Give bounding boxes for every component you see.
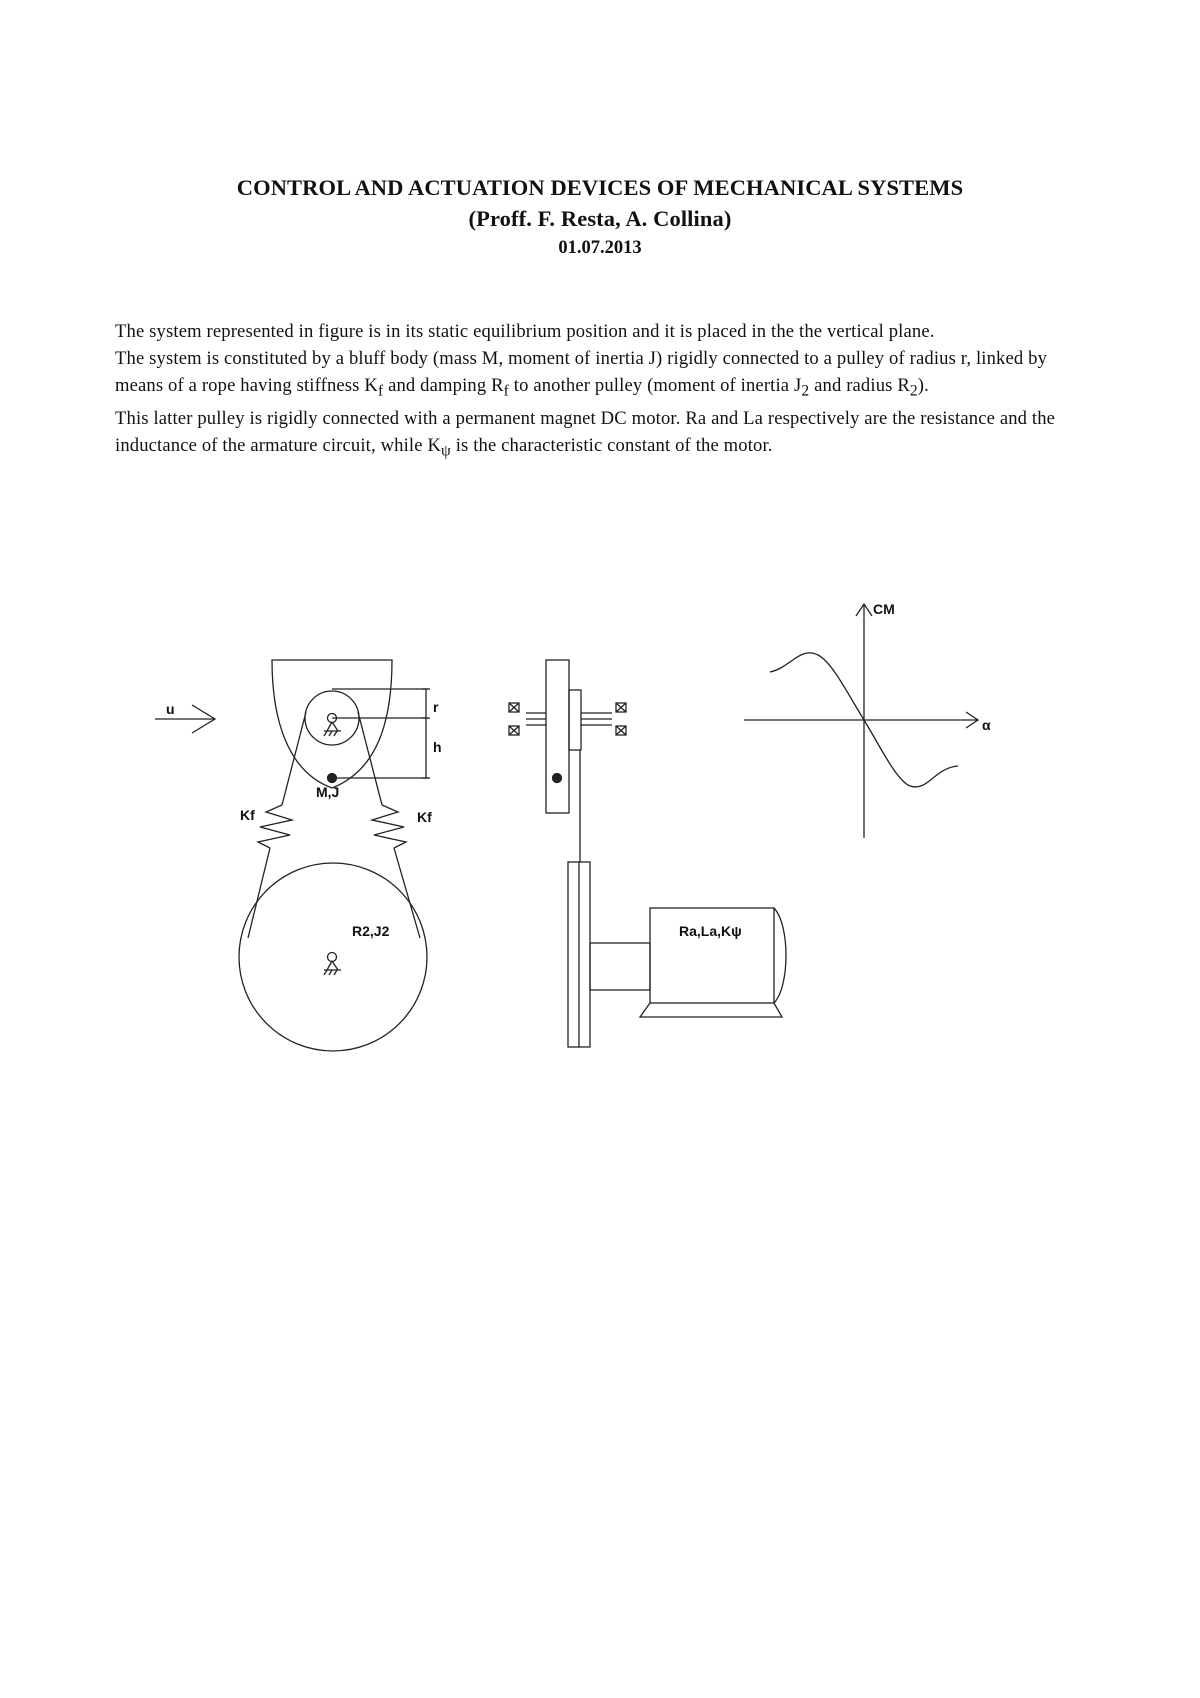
label-kf-right: Kf: [417, 809, 432, 825]
torque-curve-graph: [744, 604, 978, 838]
paragraph-2-text-e: ).: [917, 375, 929, 396]
subscript-f-2: f: [503, 382, 509, 400]
rope-with-springs: [248, 712, 420, 938]
bearing-icon-right: [616, 703, 626, 735]
bluff-body: [272, 660, 392, 788]
subscript-f-1: f: [377, 382, 384, 400]
paragraph-2-text-d: and radius R: [809, 375, 910, 396]
paragraph-2-text-c: to another pulley (moment of inertia J: [508, 375, 802, 396]
header: [0, 172, 1200, 262]
paragraph-2-text-a: The system is constituted by a bluff body (mass M, moment of inertia J) rigidly connected to a pulley of radius r, linked by means of a rope having stiffness K: [115, 348, 1048, 396]
side-view-upper-pulley: [526, 660, 612, 813]
label-cm: CM: [873, 601, 895, 617]
dc-motor: [590, 908, 786, 1017]
paragraph-3: [115, 405, 1090, 465]
small-pulley: [305, 691, 359, 745]
label-kf-left: Kf: [240, 807, 255, 823]
label-u: u: [166, 701, 175, 717]
subscript-2-b: 2: [909, 382, 918, 400]
paragraph-3-text-a: This latter pulley is rigidly connected with a permanent magnet DC motor. Ra and La respectively are the resistance and the inductance of the armature circuit, while K: [115, 407, 1056, 456]
input-arrow: [155, 705, 215, 733]
dimension-r-h: [332, 689, 430, 778]
large-pulley: [239, 863, 427, 1051]
label-alpha: α: [982, 717, 991, 733]
label-mass-inertia: M,J: [316, 784, 340, 800]
paragraph-2-text-b: and damping R: [383, 375, 504, 396]
document-title: CONTROL AND ACTUATION DEVICES OF MECHANICAL SYSTEMS: [236, 175, 964, 200]
label-r: r: [433, 699, 439, 715]
bearing-icon-left: [509, 703, 519, 735]
subscript-psi: ψ: [441, 442, 451, 460]
label-h: h: [433, 739, 442, 755]
pivot-icon: [324, 714, 341, 737]
paragraph-3-text-b: is the characteristic constant of the motor.: [450, 434, 773, 456]
label-r2-j2: R2,J2: [352, 923, 390, 939]
document-authors: (Proff. F. Resta, A. Collina): [468, 206, 732, 231]
subscript-2-a: 2: [801, 382, 810, 400]
pivot-icon-large: [324, 953, 341, 976]
side-view-lower-pulley: [568, 862, 590, 1047]
problem-statement: [115, 318, 1090, 464]
paragraph-2: [115, 345, 1090, 405]
document-date: 01.07.2013: [558, 238, 642, 258]
paragraph-1: The system represented in figure is in its static equilibrium position and it is placed in the the vertical plane.: [115, 321, 935, 342]
label-motor-params: Ra,La,Kψ: [679, 923, 742, 939]
center-of-mass-icon: [328, 774, 337, 783]
